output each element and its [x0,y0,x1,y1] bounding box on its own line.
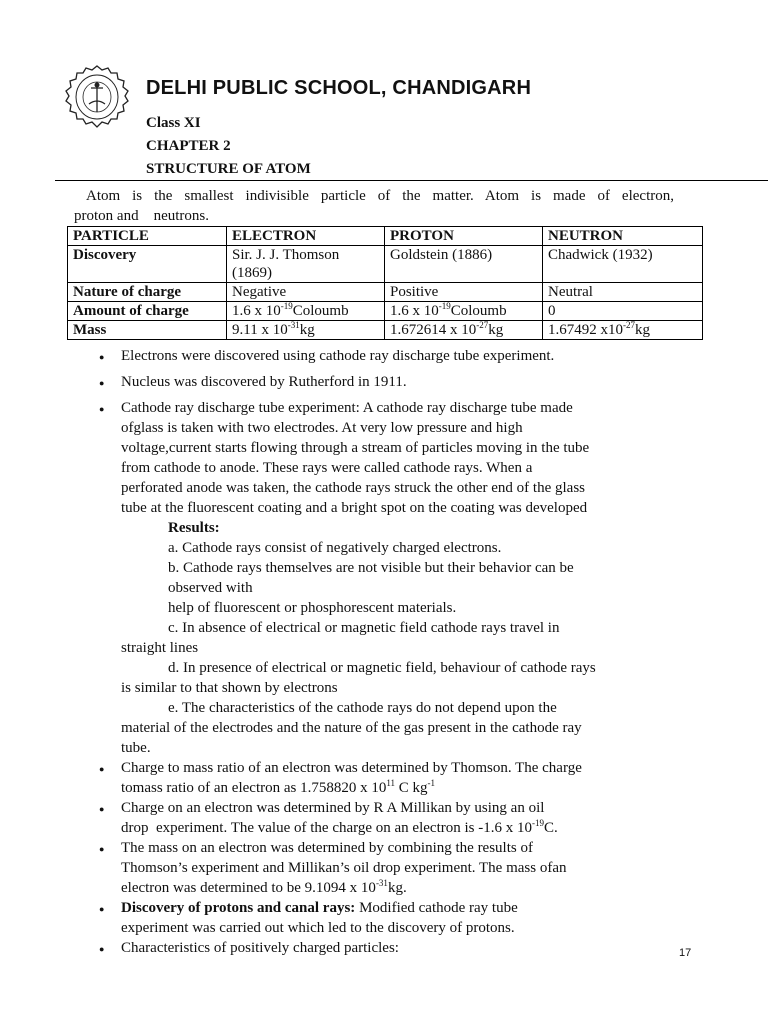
bullet-item [0,798,681,838]
text-run: C kg [395,780,428,796]
result-line: straight lines [121,640,199,656]
results-title: Results: [168,520,220,536]
value-unit: Coloumb [450,303,507,319]
bullet-line: voltage,current starts flowing through a stream of particles moving in the tube [121,440,590,456]
results-block [0,518,681,758]
row-label: Mass [68,321,227,340]
bullet-line: tube at the fluorescent coating and a bright spot on the coating was developed [121,500,588,516]
table-cell: Sir. J. J. Thomson (1869) [227,246,385,283]
topic-title: STRUCTURE OF ATOM [146,161,311,177]
header-cell: PROTON [385,227,543,246]
value-unit: kg [299,322,315,338]
table-cell [385,321,543,340]
value-unit: kg [488,322,504,338]
bullet-item [0,898,681,938]
table-header-row [68,227,703,246]
result-line: material of the electrodes and the nature of the gas present in the cathode ray [121,720,582,736]
value-base: 1.67492 x10 [548,322,623,338]
bullet-item [0,398,681,518]
bullet-line [121,898,681,918]
table-cell [543,321,703,340]
intro-line: Atom is the smallest indivisible particle of the matter. Atom is made of electron, [86,188,674,204]
bullet-item: ● Characteristics of positively charged particles: [0,938,681,958]
header-cell: NEUTRON [543,227,703,246]
bullet-line [121,778,681,798]
value-base: 9.11 x 10 [232,322,288,338]
bullet-line: experiment was carried out which led to the discovery of protons. [121,920,515,936]
table-cell: Chadwick (1932) [543,246,703,283]
table-row [68,283,703,302]
value-unit: Coloumb [292,303,349,319]
value-exponent: -27 [476,320,489,330]
value-exponent: -19 [438,301,451,311]
value-base: 1.672614 x 10 [390,322,477,338]
row-label: Amount of charge [68,302,227,321]
bullet-line: perforated anode was taken, the cathode rays struck the other end of the glass [121,480,585,496]
row-label: Discovery [68,246,227,283]
table-cell: Neutral [543,283,703,302]
table-cell [385,302,543,321]
table-cell [227,302,385,321]
text-run: Modified cathode ray tube [355,900,518,916]
value-exponent: -31 [287,320,300,330]
bullet-line: ● Charge to mass ratio of an electron was determined by Thomson. The charge [121,760,582,776]
row-label: Nature of charge [68,283,227,302]
bullet-line: ofglass is taken with two electrodes. At very low pressure and high [121,420,523,436]
text-run: electron was determined to be 9.1094 x 10 [121,880,376,896]
header-divider [55,180,768,181]
result-line: b. Cathode rays themselves are not visible but their behavior can be [168,560,574,576]
text-run: kg. [387,880,407,896]
bullet-line: Thomson’s experiment and Millikan’s oil drop experiment. The mass ofan [121,860,567,876]
value-exponent: -19 [280,301,293,311]
result-line: c. In absence of electrical or magnetic field cathode rays travel in [168,620,560,636]
result-line: d. In presence of electrical or magnetic field, behaviour of cathode rays [168,660,596,676]
result-line: a. Cathode rays consist of negatively charged electrons. [168,540,502,556]
value-exponent: -27 [623,320,635,330]
page-number: 17 [679,947,692,959]
table-cell: Positive [385,283,543,302]
intro-paragraph [74,186,674,226]
table-row [68,246,703,283]
table-cell: Goldstein (1886) [385,246,543,283]
bullet-line: from cathode to anode. These rays were called cathode rays. When a [121,460,533,476]
result-line: is similar to that shown by electrons [121,680,338,696]
value-base: 1.6 x 10 [390,303,439,319]
table-row [68,321,703,340]
bullet-item [0,758,681,798]
exponent: -19 [531,818,544,828]
exponent: -31 [375,878,388,888]
particle-table [67,226,703,340]
bullet-item: ● Nucleus was discovered by Rutherford in 1911. [0,372,681,392]
table-cell [227,321,385,340]
bullet-line [121,818,681,838]
result-line: e. The characteristics of the cathode rays do not depend upon the [168,700,557,716]
table-cell: Negative [227,283,385,302]
value-base: 1.6 x 10 [232,303,281,319]
school-logo [62,64,132,130]
notes-body [0,346,768,958]
text-run: drop experiment. The value of the charge on an electron is -1.6 x 10 [121,820,532,836]
bullet-line [121,878,681,898]
intro-line: proton and neutrons. [74,208,209,224]
header-cell: PARTICLE [68,227,227,246]
result-line: observed with [168,580,253,596]
bullet-line: ● The mass on an electron was determined by combining the results of [121,840,533,856]
table-cell: 0 [543,302,703,321]
bullet-line: ● Cathode ray discharge tube experiment: A cathode ray discharge tube made [121,400,573,416]
text-run: C. [543,820,558,836]
text-run: tomass ratio of an electron as 1.758820 x 10 [121,780,387,796]
school-name: DELHI PUBLIC SCHOOL, CHANDIGARH [146,77,532,99]
bullet-item [0,838,681,898]
result-line: help of fluorescent or phosphorescent materials. [168,600,457,616]
class-label: Class XI [146,115,201,131]
bullet-line: ● Charge on an electron was determined by R A Millikan by using an oil [121,800,545,816]
chapter-label: CHAPTER 2 [146,138,231,154]
exponent: -1 [427,778,436,788]
bold-lead: Discovery of protons and canal rays: [121,900,356,916]
bullet-item: ● Electrons were discovered using cathode ray discharge tube experiment. [0,346,681,366]
exponent: 11 [386,778,396,788]
value-unit: kg [635,322,650,338]
table-row [68,302,703,321]
result-line: tube. [121,740,151,756]
header-cell: ELECTRON [227,227,385,246]
